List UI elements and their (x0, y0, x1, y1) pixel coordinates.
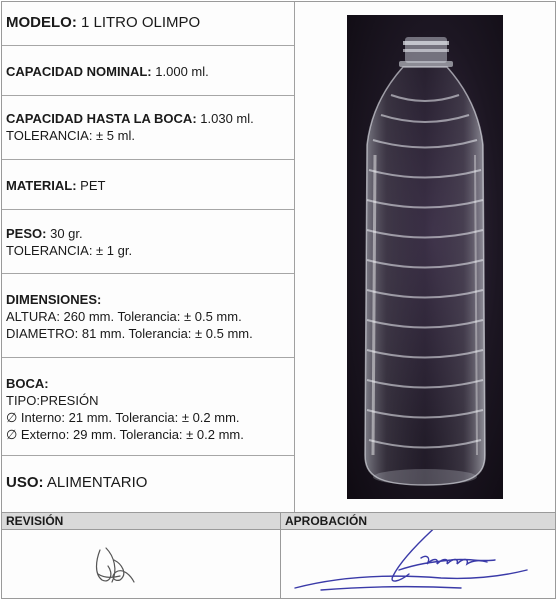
revision-signature-cell (2, 530, 280, 598)
spec-column (2, 2, 295, 512)
bottle-image (347, 15, 503, 499)
approval-section (2, 512, 555, 598)
aprobacion-header (281, 512, 555, 530)
uso-value: ALIMENTARIO (46, 474, 148, 491)
uso-row (2, 456, 294, 512)
peso-key: PESO: (6, 226, 47, 241)
material-key: MATERIAL: (6, 178, 77, 193)
boca-key: BOCA: (6, 376, 49, 391)
boca-externo: ∅ Externo: 29 mm. Tolerancia: ± 0.2 mm. (6, 427, 244, 442)
capacidad-row (2, 46, 294, 96)
capacidad-value: 1.000 ml. (155, 64, 209, 79)
boca-interno: ∅ Interno: 21 mm. Tolerancia: ± 0.2 mm. (6, 410, 240, 425)
photo-column (295, 2, 555, 512)
aprobacion-signature (281, 530, 555, 598)
bottle-photo (347, 15, 503, 499)
boca-row (2, 358, 294, 456)
capacidad-boca-row (2, 96, 294, 160)
modelo-row (2, 2, 294, 46)
peso-row (2, 210, 294, 274)
modelo-key: MODELO: (6, 14, 77, 31)
capacidad-key: CAPACIDAD NOMINAL: (6, 64, 152, 79)
material-value: PET (80, 178, 106, 193)
dimensiones-row (2, 274, 294, 358)
capacidad-boca-value: 1.030 ml. (200, 111, 254, 126)
modelo-value: 1 LITRO OLIMPO (81, 14, 201, 31)
revision-header (2, 512, 280, 530)
aprobacion-label: APROBACIÓN (285, 514, 368, 528)
peso-tolerancia: TOLERANCIA: ± 1 gr. (6, 243, 133, 258)
boca-tipo: TIPO:PRESIÓN (6, 393, 99, 408)
spec-sheet (1, 1, 556, 599)
material-row (2, 160, 294, 210)
aprobacion-signature-cell (281, 530, 555, 598)
revision-label: REVISIÓN (6, 514, 64, 528)
capacidad-boca-key: CAPACIDAD HASTA LA BOCA: (6, 111, 197, 126)
uso-key: USO: (6, 474, 44, 491)
capacidad-boca-tolerancia: TOLERANCIA: ± 5 ml. (6, 128, 135, 143)
revision-signature (2, 530, 280, 598)
peso-value: 30 gr. (50, 226, 83, 241)
dimensiones-altura: ALTURA: 260 mm. Tolerancia: ± 0.5 mm. (6, 309, 242, 324)
dimensiones-diametro: DIAMETRO: 81 mm. Tolerancia: ± 0.5 mm. (6, 326, 253, 341)
dimensiones-key: DIMENSIONES: (6, 292, 102, 307)
